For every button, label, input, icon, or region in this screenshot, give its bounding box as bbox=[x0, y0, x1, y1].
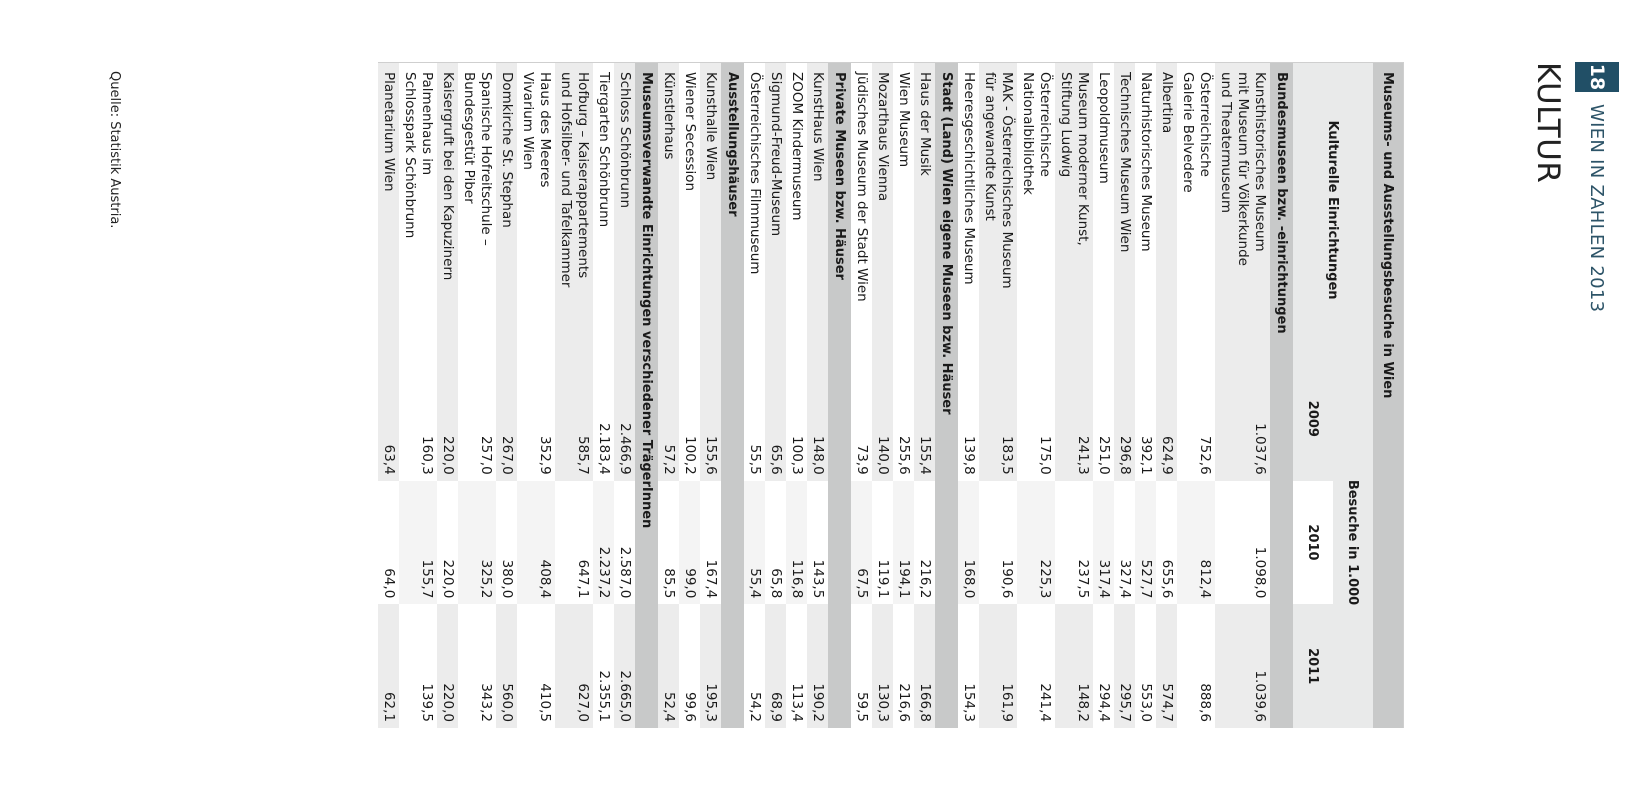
table-row bbox=[700, 63, 721, 728]
institution-name-line: und Theatermuseum bbox=[1218, 72, 1234, 214]
visits-value-2011: 2.355,1 bbox=[593, 604, 614, 728]
institution-name-line: Österreichisches Filmmuseum bbox=[747, 72, 763, 275]
institution-name bbox=[399, 63, 437, 357]
institution-name-line: Kunsthistorisches Museum bbox=[1252, 72, 1268, 252]
visits-value-2009: 392,1 bbox=[1135, 357, 1156, 481]
column-header-institutions: Kulturelle Einrichtungen bbox=[1293, 63, 1373, 357]
visits-value-2010: 1.098,0 bbox=[1215, 481, 1270, 605]
institution-name-line: Albertina bbox=[1159, 72, 1175, 134]
visits-value-2009: 55,5 bbox=[744, 357, 765, 481]
visits-value-2009: 2.466,9 bbox=[614, 357, 635, 481]
visits-value-2010: 325,2 bbox=[458, 481, 496, 605]
visits-value-2009: 267,0 bbox=[496, 357, 517, 481]
table-row bbox=[1135, 63, 1156, 728]
visits-value-2011: 1.039,6 bbox=[1215, 604, 1270, 728]
visits-value-2010: 99,0 bbox=[679, 481, 700, 605]
institution-name-line: Vivarium Wien bbox=[520, 72, 536, 170]
institution-name-line: Österreichische bbox=[1037, 72, 1053, 177]
visits-value-2009: 63,4 bbox=[378, 357, 399, 481]
visits-value-2011: 627,0 bbox=[555, 604, 593, 728]
table-row bbox=[399, 63, 437, 728]
visits-value-2009: 155,4 bbox=[914, 357, 935, 481]
table-row bbox=[658, 63, 679, 728]
institution-name-line: Domkirche St. Stephan bbox=[499, 72, 515, 228]
visits-value-2011: 220,0 bbox=[437, 604, 458, 728]
institution-name bbox=[807, 63, 828, 357]
visits-value-2010: 65,8 bbox=[765, 481, 786, 605]
institution-name bbox=[378, 63, 399, 357]
visits-value-2009: 139,8 bbox=[958, 357, 979, 481]
visits-value-2009: 160,3 bbox=[399, 357, 437, 481]
visits-value-2011: 113,4 bbox=[786, 604, 807, 728]
source-note: Quelle: Statistik Austria. bbox=[107, 71, 122, 229]
institution-name-line: Künstlerhaus bbox=[661, 72, 677, 160]
table-row bbox=[958, 63, 979, 728]
visits-value-2010: 216,2 bbox=[914, 481, 935, 605]
institution-name bbox=[1114, 63, 1135, 357]
group-heading-row bbox=[1270, 63, 1293, 728]
visits-value-2009: 140,0 bbox=[872, 357, 893, 481]
table-row bbox=[1055, 63, 1093, 728]
visits-value-2010: 167,4 bbox=[700, 481, 721, 605]
visits-value-2009: 251,0 bbox=[1093, 357, 1114, 481]
table-row bbox=[593, 63, 614, 728]
institution-name bbox=[593, 63, 614, 357]
institution-name-line: Hofburg – Kaiserappartements bbox=[575, 72, 591, 279]
institution-name-line: mit Museum für Völkerkunde bbox=[1235, 72, 1251, 266]
visits-value-2010: 67,5 bbox=[851, 481, 872, 605]
institution-name bbox=[1017, 63, 1055, 357]
visits-value-2010: 116,8 bbox=[786, 481, 807, 605]
visits-value-2010: 64,0 bbox=[378, 481, 399, 605]
institution-name-line: MAK - Österreichisches Museum bbox=[999, 72, 1015, 289]
visits-value-2010: 527,7 bbox=[1135, 481, 1156, 605]
institution-name bbox=[744, 63, 765, 357]
visits-value-2009: 255,6 bbox=[893, 357, 914, 481]
year-header: 2011 bbox=[1293, 604, 1333, 728]
group-heading: Stadt (Land) Wien eigene Museen bzw. Häuser bbox=[935, 63, 958, 728]
institution-name-line: Jüdisches Museum der Stadt Wien bbox=[854, 72, 870, 302]
group-heading-row bbox=[721, 63, 744, 728]
visits-value-2009: 57,2 bbox=[658, 357, 679, 481]
visits-value-2009: 257,0 bbox=[458, 357, 496, 481]
visits-value-2011: 410,5 bbox=[517, 604, 555, 728]
visits-value-2010: 194,1 bbox=[893, 481, 914, 605]
visits-value-2010: 812,4 bbox=[1177, 481, 1215, 605]
visits-table-container bbox=[378, 62, 1404, 728]
visits-value-2011: 195,3 bbox=[700, 604, 721, 728]
institution-name bbox=[786, 63, 807, 357]
institution-name bbox=[1055, 63, 1093, 357]
table-row bbox=[517, 63, 555, 728]
visits-value-2010: 190,6 bbox=[979, 481, 1017, 605]
institution-name-line: Galerie Belvedere bbox=[1180, 72, 1196, 193]
institution-name bbox=[958, 63, 979, 357]
visits-value-2010: 85,5 bbox=[658, 481, 679, 605]
table-row bbox=[979, 63, 1017, 728]
group-heading-row bbox=[635, 63, 658, 728]
visits-value-2011: 241,4 bbox=[1017, 604, 1055, 728]
institution-name bbox=[496, 63, 517, 357]
institution-name-line: Haus der Musik bbox=[917, 72, 933, 176]
visits-value-2009: 1.037,6 bbox=[1215, 357, 1270, 481]
table-row bbox=[786, 63, 807, 728]
visits-value-2009: 73,9 bbox=[851, 357, 872, 481]
visits-value-2009: 148,0 bbox=[807, 357, 828, 481]
group-heading: Bundesmuseen bzw. -einrichtungen bbox=[1270, 63, 1293, 728]
institution-name-line: Schloss Schönbrunn bbox=[617, 72, 633, 209]
table-row bbox=[914, 63, 935, 728]
institution-name-line: Bundesgestüt Piber bbox=[461, 72, 477, 204]
institution-name-line: Stiftung Ludwig bbox=[1058, 72, 1074, 178]
visits-value-2011: 190,2 bbox=[807, 604, 828, 728]
table-row bbox=[1156, 63, 1177, 728]
table-row bbox=[851, 63, 872, 728]
section-heading: KULTUR bbox=[1530, 62, 1566, 184]
table-body bbox=[378, 63, 1293, 728]
institution-name bbox=[658, 63, 679, 357]
institution-name bbox=[893, 63, 914, 357]
table-row bbox=[1093, 63, 1114, 728]
institution-name-line: für angewandte Kunst bbox=[982, 72, 998, 221]
table-row bbox=[458, 63, 496, 728]
group-heading-row bbox=[935, 63, 958, 728]
visits-value-2009: 155,6 bbox=[700, 357, 721, 481]
institution-name-line: Technisches Museum Wien bbox=[1117, 72, 1133, 253]
institution-name bbox=[1135, 63, 1156, 357]
institution-name bbox=[979, 63, 1017, 357]
visits-value-2011: 216,6 bbox=[893, 604, 914, 728]
visits-value-2011: 130,3 bbox=[872, 604, 893, 728]
visits-value-2011: 52,4 bbox=[658, 604, 679, 728]
visits-value-2011: 888,6 bbox=[1177, 604, 1215, 728]
table-row bbox=[437, 63, 458, 728]
institution-name bbox=[700, 63, 721, 357]
visits-value-2010: 143,5 bbox=[807, 481, 828, 605]
visits-value-2011: 2.665,0 bbox=[614, 604, 635, 728]
table-row bbox=[893, 63, 914, 728]
running-title: WIEN IN ZAHLEN 2013 bbox=[1586, 104, 1608, 313]
institution-name bbox=[765, 63, 786, 357]
table-row bbox=[1215, 63, 1270, 728]
institution-name-line: Österreichische bbox=[1197, 72, 1213, 177]
visits-table bbox=[378, 63, 1403, 728]
table-row bbox=[679, 63, 700, 728]
institution-name bbox=[1215, 63, 1270, 357]
visits-value-2011: 574,7 bbox=[1156, 604, 1177, 728]
table-title: Museums- und Ausstellungsbesuche in Wien bbox=[1373, 63, 1403, 728]
table-row bbox=[1114, 63, 1135, 728]
visits-value-2010: 655,6 bbox=[1156, 481, 1177, 605]
institution-name bbox=[1156, 63, 1177, 357]
group-heading-row bbox=[828, 63, 851, 728]
institution-name bbox=[555, 63, 593, 357]
institution-name-line: Wien Museum bbox=[896, 72, 912, 168]
column-header-visits: Besuche in 1.000 bbox=[1333, 357, 1373, 728]
visits-value-2010: 317,4 bbox=[1093, 481, 1114, 605]
table-row bbox=[765, 63, 786, 728]
visits-value-2010: 119,1 bbox=[872, 481, 893, 605]
visits-value-2011: 294,4 bbox=[1093, 604, 1114, 728]
table-row bbox=[1017, 63, 1055, 728]
visits-value-2010: 327,4 bbox=[1114, 481, 1135, 605]
institution-name bbox=[872, 63, 893, 357]
visits-value-2009: 352,9 bbox=[517, 357, 555, 481]
institution-name-line: Kunsthalle Wien bbox=[703, 72, 719, 181]
visits-value-2009: 100,2 bbox=[679, 357, 700, 481]
visits-value-2011: 148,2 bbox=[1055, 604, 1093, 728]
institution-name bbox=[1177, 63, 1215, 357]
visits-value-2010: 168,0 bbox=[958, 481, 979, 605]
institution-name-line: Planetarium Wien bbox=[381, 72, 397, 192]
visits-value-2009: 296,8 bbox=[1114, 357, 1135, 481]
visits-value-2010: 237,5 bbox=[1055, 481, 1093, 605]
table-row bbox=[872, 63, 893, 728]
institution-name bbox=[1093, 63, 1114, 357]
institution-name-line: Museum moderner Kunst, bbox=[1075, 72, 1091, 246]
table-row bbox=[807, 63, 828, 728]
visits-value-2010: 55,4 bbox=[744, 481, 765, 605]
visits-value-2010: 2.587,0 bbox=[614, 481, 635, 605]
institution-name-line: Palmenhaus im bbox=[419, 72, 435, 176]
table-row bbox=[555, 63, 593, 728]
visits-value-2009: 183,5 bbox=[979, 357, 1017, 481]
visits-value-2009: 100,3 bbox=[786, 357, 807, 481]
visits-value-2010: 225,3 bbox=[1017, 481, 1055, 605]
visits-value-2009: 624,9 bbox=[1156, 357, 1177, 481]
visits-value-2010: 155,7 bbox=[399, 481, 437, 605]
table-row bbox=[496, 63, 517, 728]
institution-name-line: und Hofsilber- und Tafelkammer bbox=[558, 72, 574, 288]
visits-value-2009: 175,0 bbox=[1017, 357, 1055, 481]
visits-value-2011: 553,0 bbox=[1135, 604, 1156, 728]
institution-name-line: Tiergarten Schönbrunn bbox=[596, 72, 612, 228]
visits-value-2010: 408,4 bbox=[517, 481, 555, 605]
visits-value-2009: 65,6 bbox=[765, 357, 786, 481]
page-number: 18 bbox=[1575, 62, 1619, 92]
institution-name bbox=[437, 63, 458, 357]
visits-value-2010: 220,0 bbox=[437, 481, 458, 605]
table-row bbox=[378, 63, 399, 728]
visits-value-2009: 241,3 bbox=[1055, 357, 1093, 481]
table-row bbox=[1177, 63, 1215, 728]
year-header: 2010 bbox=[1293, 481, 1333, 605]
group-heading: Ausstellungshäuser bbox=[721, 63, 744, 728]
visits-value-2010: 380,0 bbox=[496, 481, 517, 605]
page-header bbox=[1575, 62, 1619, 312]
institution-name-line: ZOOM Kindermuseum bbox=[789, 72, 805, 221]
institution-name-line: Naturhistorisches Museum bbox=[1138, 72, 1154, 252]
institution-name-line: Spanische Hofreitschule – bbox=[478, 72, 494, 246]
visits-value-2011: 139,5 bbox=[399, 604, 437, 728]
table-row bbox=[614, 63, 635, 728]
institution-name-line: Schlosspark Schönbrunn bbox=[402, 72, 418, 239]
group-heading: Private Museen bzw. Häuser bbox=[828, 63, 851, 728]
visits-value-2011: 54,2 bbox=[744, 604, 765, 728]
institution-name-line: KunstHaus Wien bbox=[810, 72, 826, 182]
visits-value-2009: 585,7 bbox=[555, 357, 593, 481]
visits-value-2011: 99,6 bbox=[679, 604, 700, 728]
institution-name bbox=[679, 63, 700, 357]
institution-name-line: Sigmund-Freud-Museum bbox=[768, 72, 784, 237]
table-row bbox=[744, 63, 765, 728]
institution-name-line: Leopoldmuseum bbox=[1096, 72, 1112, 184]
group-heading: Museumsverwandte Einrichtungen verschiedener TrägerInnen bbox=[635, 63, 658, 728]
visits-value-2011: 68,9 bbox=[765, 604, 786, 728]
institution-name bbox=[851, 63, 872, 357]
institution-name-line: Nationalbibliothek bbox=[1020, 72, 1036, 195]
institution-name bbox=[914, 63, 935, 357]
visits-value-2011: 295,7 bbox=[1114, 604, 1135, 728]
visits-value-2009: 220,0 bbox=[437, 357, 458, 481]
institution-name-line: Mozarthaus Vienna bbox=[875, 72, 891, 202]
visits-value-2011: 166,8 bbox=[914, 604, 935, 728]
visits-value-2011: 59,5 bbox=[851, 604, 872, 728]
visits-value-2011: 560,0 bbox=[496, 604, 517, 728]
visits-value-2010: 2.237,2 bbox=[593, 481, 614, 605]
visits-value-2011: 343,2 bbox=[458, 604, 496, 728]
visits-value-2011: 62,1 bbox=[378, 604, 399, 728]
visits-value-2010: 647,1 bbox=[555, 481, 593, 605]
institution-name-line: Kaisergruft bei den Kapuzinern bbox=[440, 72, 456, 281]
visits-value-2011: 161,9 bbox=[979, 604, 1017, 728]
institution-name bbox=[458, 63, 496, 357]
visits-value-2009: 752,6 bbox=[1177, 357, 1215, 481]
year-header: 2009 bbox=[1293, 357, 1333, 481]
visits-value-2011: 154,3 bbox=[958, 604, 979, 728]
visits-value-2009: 2.183,4 bbox=[593, 357, 614, 481]
institution-name-line: Wiener Secession bbox=[682, 72, 698, 192]
institution-name-line: Heeresgeschichtliches Museum bbox=[961, 72, 977, 285]
institution-name bbox=[614, 63, 635, 357]
institution-name-line: Haus des Meeres bbox=[537, 72, 553, 188]
institution-name bbox=[517, 63, 555, 357]
